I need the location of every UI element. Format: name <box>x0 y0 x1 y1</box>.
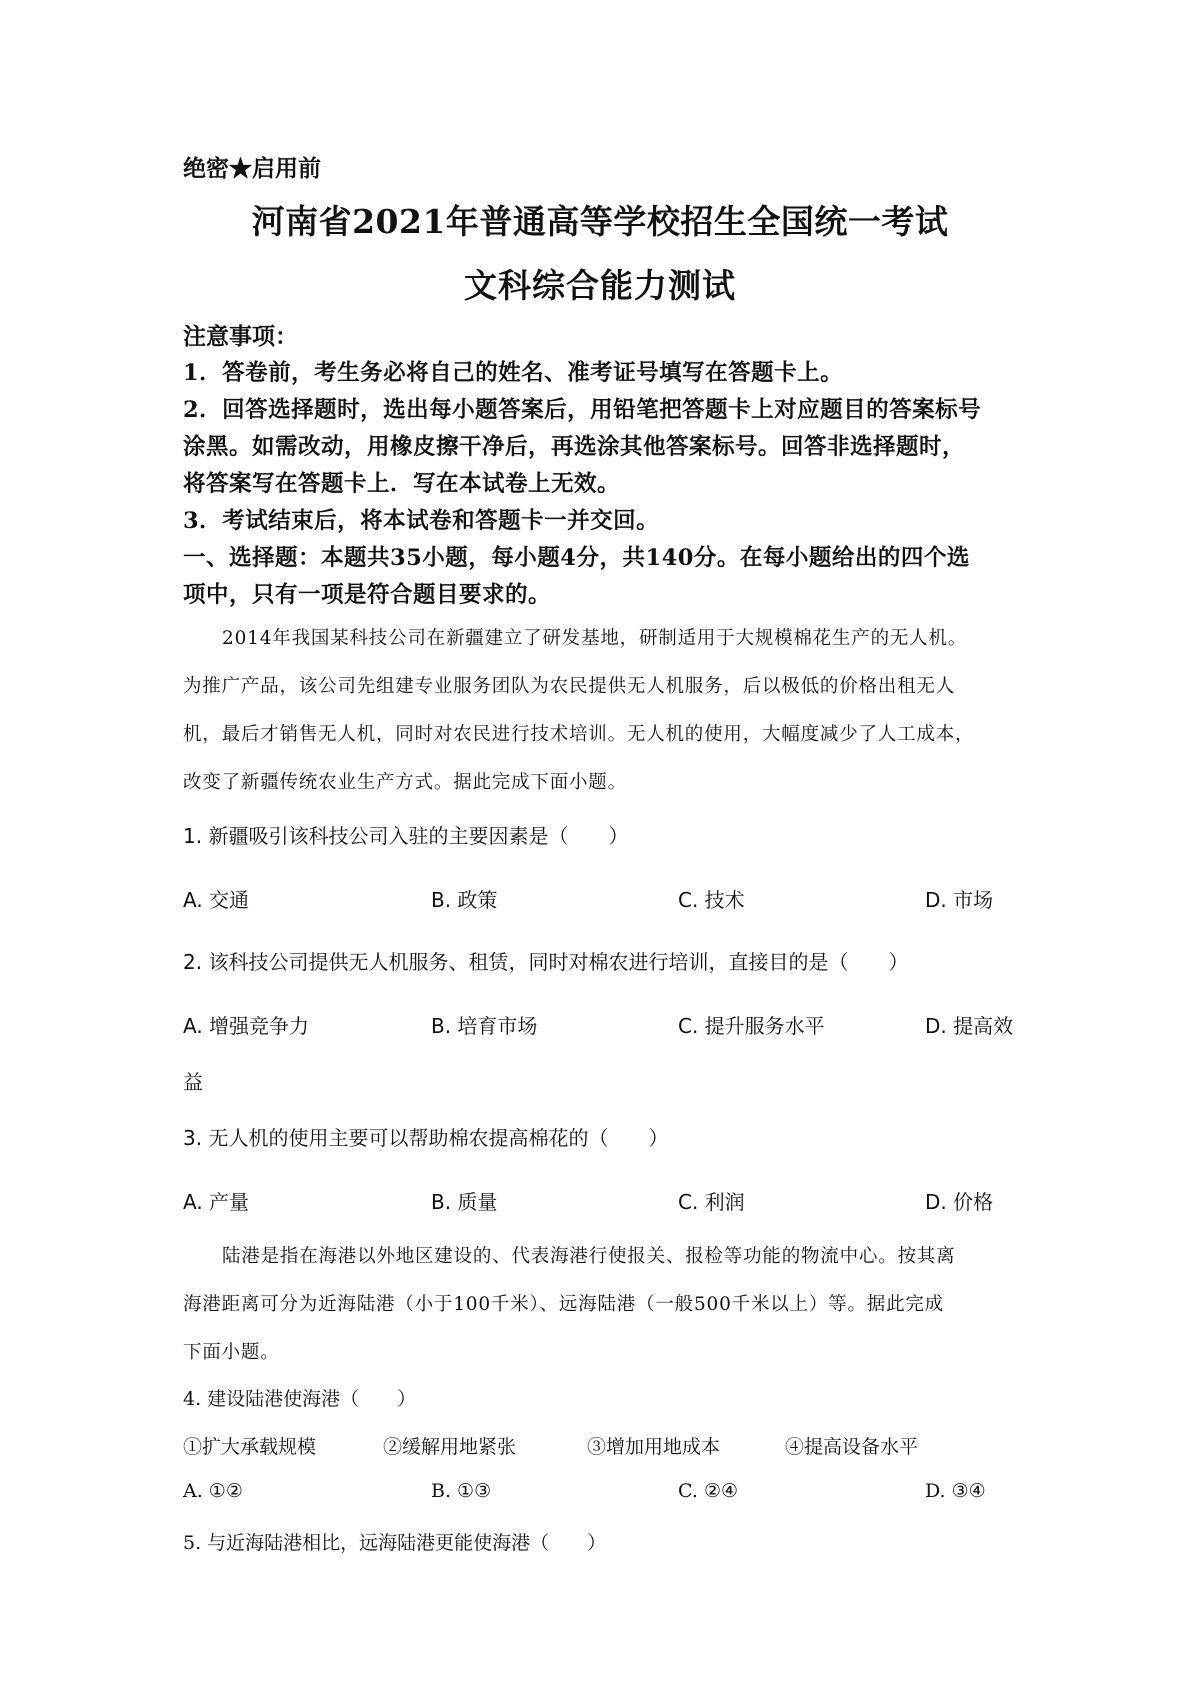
choice-item: ④提高设备水平 <box>785 1436 919 1458</box>
question-stem: 4. 建设陆港使海港（ ） <box>183 1388 417 1410</box>
passage-line: 机，最后才销售无人机，同时对农民进行技术培训。无人机的使用，大幅度减少了人工成本， <box>183 724 975 745</box>
notice-line: 1．答卷前，考生务必将自己的姓名、准考证号填写在答题卡上。 <box>183 360 844 386</box>
question-stem: 1. 新疆吸引该科技公司入驻的主要因素是（ ） <box>183 824 629 848</box>
option-a: A. 交通 <box>183 888 250 912</box>
question-stem: 2. 该科技公司提供无人机服务、租赁，同时对棉农进行培训，直接目的是（ ） <box>183 950 909 974</box>
exam-subtitle: 文科综合能力测试 <box>464 266 736 305</box>
option-wrap: 益 <box>183 1070 203 1094</box>
exam-title: 河南省2021年普通高等学校招生全国统一考试 <box>251 202 949 241</box>
notice-line: 3．考试结束后，将本试卷和答题卡一并交回。 <box>183 508 660 534</box>
option-a: A. 产量 <box>183 1190 250 1214</box>
option-b: B. 培育市场 <box>431 1014 538 1038</box>
passage-line: 陆港是指在海港以外地区建设的、代表海港行使报关、报检等功能的物流中心。按其离 <box>222 1246 956 1267</box>
option-d: D. 价格 <box>925 1190 994 1214</box>
option-c: C. 利润 <box>678 1190 745 1214</box>
passage-line: 2014年我国某科技公司在新疆建立了研发基地，研制适用于大规模棉花生产的无人机。 <box>222 628 968 649</box>
choice-item: ①扩大承载规模 <box>183 1436 317 1458</box>
question-stem: 3. 无人机的使用主要可以帮助棉农提高棉花的（ ） <box>183 1126 669 1150</box>
passage-line: 为推广产品，该公司先组建专业服务团队为农民提供无人机服务，后以极低的价格出租无人 <box>183 676 956 697</box>
choice-item: ②缓解用地紧张 <box>383 1436 517 1458</box>
section-heading: 一、选择题：本题共35小题，每小题4分，共140分。在每小题给出的四个选 <box>183 545 970 571</box>
option-c: C. ②④ <box>678 1480 739 1502</box>
notice-line: 2．回答选择题时，选出每小题答案后，用铅笔把答题卡上对应题目的答案标号 <box>183 397 982 423</box>
choice-item: ③增加用地成本 <box>587 1436 721 1458</box>
passage-line: 改变了新疆传统农业生产方式。据此完成下面小题。 <box>183 772 627 793</box>
option-a: A. ①② <box>183 1480 243 1502</box>
option-d: D. 市场 <box>925 888 994 912</box>
option-a: A. 增强竞争力 <box>183 1014 310 1038</box>
option-b: B. 政策 <box>431 888 498 912</box>
section-heading: 项中，只有一项是符合题目要求的。 <box>183 582 552 608</box>
passage-line: 海港距离可分为近海陆港（小于100千米）、远海陆港（一般500千米以上）等。据此完成 <box>183 1294 944 1315</box>
option-c: C. 技术 <box>678 888 745 912</box>
option-d: D. 提高效 <box>925 1014 1014 1038</box>
option-b: B. ①③ <box>431 1480 492 1502</box>
passage-line: 下面小题。 <box>183 1342 280 1363</box>
option-b: B. 质量 <box>431 1190 498 1214</box>
option-d: D. ③④ <box>925 1480 986 1502</box>
option-c: C. 提升服务水平 <box>678 1014 825 1038</box>
notice-line: 将答案写在答题卡上．写在本试卷上无效。 <box>183 471 621 497</box>
secret-label: 绝密★启用前 <box>183 155 321 182</box>
notice-line: 涂黑。如需改动，用橡皮擦干净后，再选涂其他答案标号。回答非选择题时， <box>183 434 966 460</box>
question-stem: 5. 与近海陆港相比，远海陆港更能使海港（ ） <box>183 1532 607 1554</box>
notice-heading: 注意事项： <box>183 323 298 350</box>
